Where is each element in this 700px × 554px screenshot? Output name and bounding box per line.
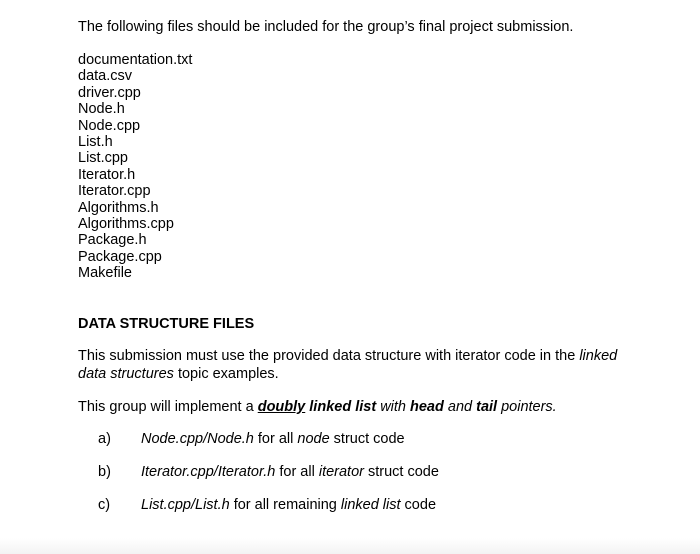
list-item (98, 496, 638, 514)
item-subject: linked list (340, 496, 401, 513)
item-text2: struct code (329, 430, 405, 447)
list-marker: c) (98, 496, 111, 513)
linked-list-emphasis: linked list (305, 398, 377, 415)
list-item (98, 463, 638, 481)
page-bottom-edge (0, 538, 700, 554)
para1-text1: This submission must use the provided data structure with iterator code in the (78, 347, 580, 364)
file-item: Node.cpp (78, 117, 141, 134)
file-item: Package.cpp (78, 248, 162, 265)
head-emphasis: head (410, 398, 444, 415)
file-requirements-list (78, 430, 638, 514)
file-item: Package.h (78, 232, 147, 249)
para2-text1: This group will implement a (78, 398, 258, 415)
item-files: Iterator.cpp/Iterator.h (141, 463, 276, 480)
file-item: documentation.txt (78, 52, 193, 68)
file-item: Algorithms.h (78, 199, 159, 216)
pointers-text: pointers. (497, 398, 557, 415)
implementation-paragraph (78, 398, 638, 416)
file-item: List.h (78, 134, 113, 151)
item-files: List.cpp/List.h (141, 496, 230, 513)
list-marker: a) (98, 430, 111, 447)
item-text1: for all remaining (229, 496, 341, 513)
para1-italic: linked data structures (78, 347, 618, 382)
with-text: with (376, 398, 411, 415)
tail-emphasis: tail (476, 398, 498, 415)
item-subject: iterator (318, 463, 364, 480)
file-item: List.cpp (78, 150, 128, 167)
para1-text2: topic examples. (173, 365, 279, 382)
item-text2: struct code (363, 463, 439, 480)
file-item: data.csv (78, 68, 132, 85)
file-item: Iterator.cpp (78, 183, 151, 200)
and-text: and (443, 398, 477, 415)
requirement-paragraph (78, 347, 638, 383)
item-text2: code (400, 496, 437, 513)
item-text1: for all (275, 463, 319, 480)
file-item: Iterator.h (78, 166, 136, 183)
file-item: Algorithms.cpp (78, 216, 174, 233)
item-files: Node.cpp/Node.h (141, 430, 254, 447)
file-item: Node.h (78, 101, 125, 118)
file-list (78, 52, 638, 282)
item-subject: node (297, 430, 330, 447)
doubly-emphasis: doubly (257, 398, 306, 415)
section-heading: DATA STRUCTURE FILES (78, 315, 255, 332)
file-item: driver.cpp (78, 84, 141, 101)
intro-text: The following files should be included for the group’s final project submission. (78, 19, 574, 35)
file-item: Makefile (78, 265, 132, 282)
document-page (78, 18, 638, 529)
list-item (98, 430, 638, 448)
list-marker: b) (98, 463, 111, 480)
item-text1: for all (253, 430, 298, 447)
